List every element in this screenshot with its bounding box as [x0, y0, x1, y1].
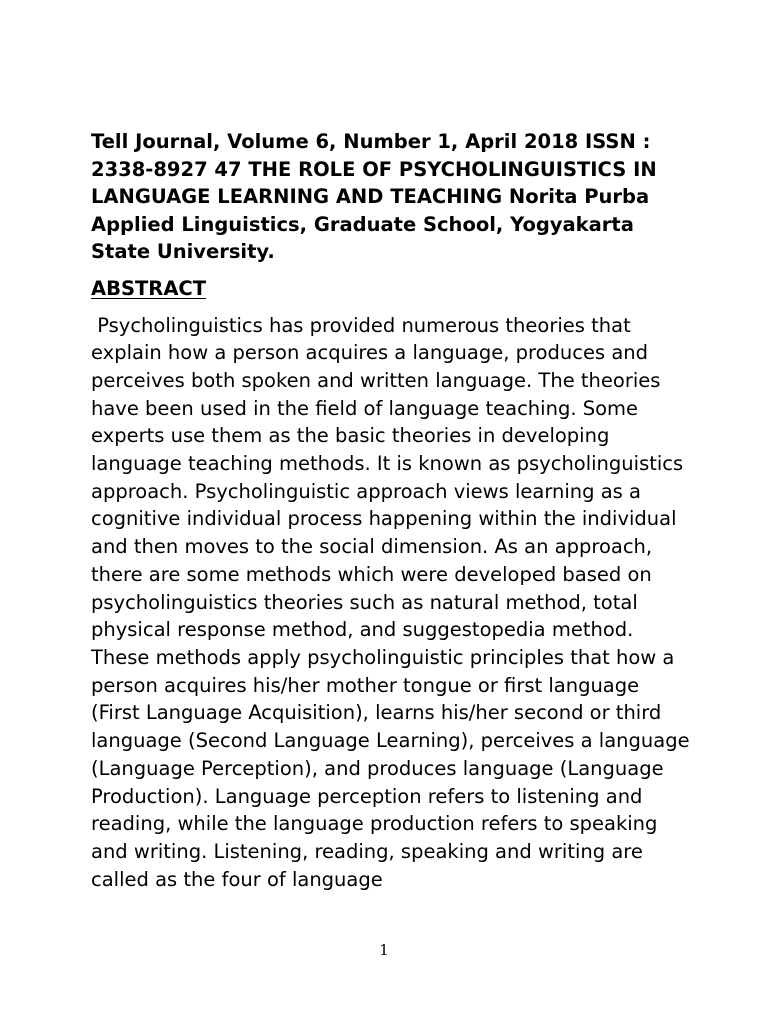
abstract-paragraph: Psycholinguistics has provided numerous theories that explain how a person acquires a language, produces and perceives both spoken and written language. The theories have been used in the field of language teaching. Some experts use them as the basic theories in developing language teaching methods. It is known as psycholinguistics approach. Psycholinguistic approach views learning as a cognitive individual process happening within the individual and then moves to the social dimension. As an approach, there are some methods which were developed based on psycholinguistics theories such as natural method, total physical response method, and suggestopedia method. These methods apply psycholinguistic principles that how a person acquires his/her mother tongue or first language (First Language Acquisition), learns his/her second or third language (Second Language Learning), perceives a language (Language Perception), and produces language (Language Production). Language perception refers to listening and reading, while the language production refers to speaking and writing. Listening, reading, speaking and writing are called as the four of language	[91, 313, 696, 891]
document-heading: Tell Journal, Volume 6, Number 1, April 2018 ISSN : 2338-8927 47 THE ROLE OF PSYCHOLINGUISTICS IN LANGUAGE LEARNING AND TEACHING Norita Purba Applied Linguistics, Graduate School, Yogyakarta State University.	[91, 130, 657, 264]
abstract-title: ABSTRACT	[91, 276, 207, 300]
document-body	[91, 128, 696, 893]
page-number: 1	[379, 941, 389, 959]
